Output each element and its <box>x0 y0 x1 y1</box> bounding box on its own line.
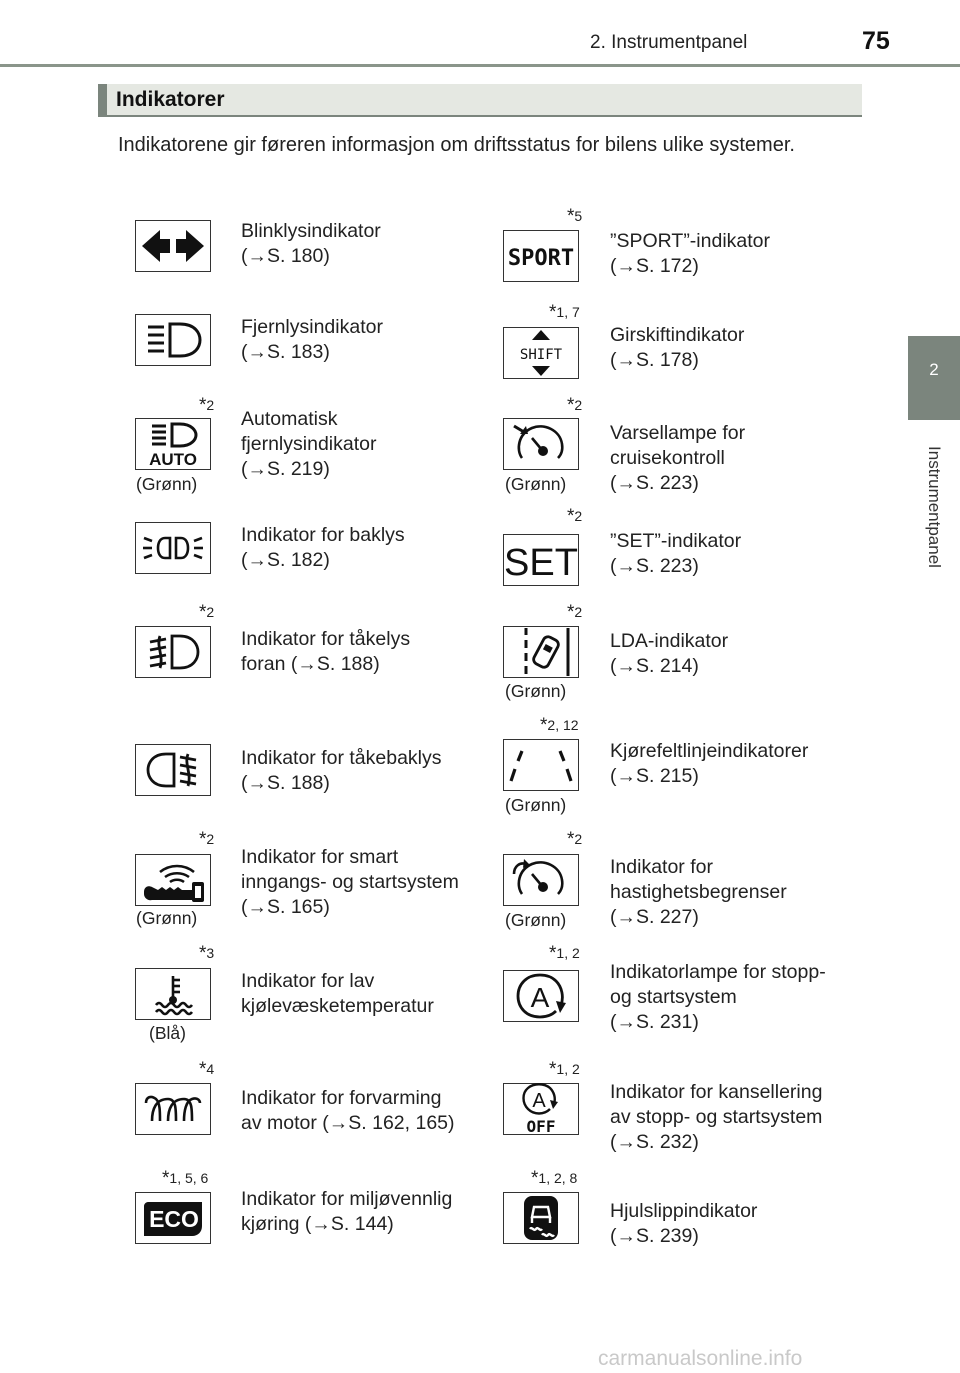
footnote-marker: *2 <box>199 602 215 623</box>
footnote-marker: *1, 2, 8 <box>531 1168 578 1189</box>
smart-key-icon <box>135 854 211 906</box>
footnote-marker: *3 <box>199 943 215 964</box>
footnote-marker: *2 <box>199 829 215 850</box>
svg-text:SET: SET <box>504 542 578 584</box>
eco-icon <box>135 1192 211 1244</box>
cruise-control-icon <box>503 418 579 470</box>
chapter-tab-label: Instrumentpanel <box>925 446 944 568</box>
speed-limiter-icon <box>503 854 579 906</box>
footnote-marker: *2 <box>199 395 215 416</box>
front-fog-icon <box>135 626 211 678</box>
desc-lda: LDA-indikator (→S. 214) <box>610 630 729 677</box>
desc-shift: Girskiftindikator (→S. 178) <box>610 324 745 371</box>
footnote-marker: *2 <box>567 506 583 527</box>
chapter-tab-number: 2 <box>929 360 939 379</box>
desc-high-beam: Fjernlysindikator (→S. 183) <box>241 316 383 363</box>
lane-lines-icon <box>503 739 579 791</box>
desc-slip-indicator: Hjulslippindikator (→S. 239) <box>610 1200 758 1247</box>
footnote-marker: *2 <box>567 395 583 416</box>
footnote-marker: *1, 5, 6 <box>162 1168 209 1189</box>
color-note: (Grønn) <box>505 681 567 701</box>
footnote-marker: *4 <box>199 1059 215 1080</box>
shift-icon <box>503 327 579 379</box>
desc-set: ”SET”-indikator (→S. 223) <box>610 530 742 577</box>
footnote-marker: *1, 2 <box>549 1059 580 1080</box>
header-rule <box>0 64 960 67</box>
tail-light-icon <box>135 522 211 574</box>
desc-cruise-control: Varsellampe for cruisekontroll (→S. 223) <box>610 422 746 494</box>
desc-eco: Indikator for miljøvennlig kjøring (→S. 144) <box>241 1188 453 1235</box>
svg-text:A: A <box>532 1090 546 1112</box>
sport-icon <box>503 230 579 282</box>
running-header: 2. Instrumentpanel <box>590 32 748 53</box>
watermark: carmanualsonline.info <box>598 1347 803 1370</box>
desc-smart-key: Indikator for smart inngangs- og startsystem (→S. 165) <box>241 846 459 918</box>
eco-label: ECO <box>149 1206 199 1232</box>
auto-label: AUTO <box>149 450 197 468</box>
svg-text:A: A <box>530 982 550 1013</box>
stop-start-icon <box>503 970 579 1022</box>
color-note: (Grønn) <box>505 910 567 930</box>
footnote-marker: *2, 12 <box>540 715 579 736</box>
desc-sport: ”SPORT”-indikator (→S. 172) <box>610 230 771 277</box>
footnote-marker: *2 <box>567 602 583 623</box>
lda-icon <box>503 626 579 678</box>
stop-start-off-icon <box>503 1083 579 1135</box>
desc-coolant-temp: Indikator for lav kjølevæsketemperatur <box>241 970 434 1017</box>
set-icon <box>503 534 579 586</box>
desc-rear-fog: Indikator for tåkebaklys (→S. 188) <box>241 747 442 794</box>
desc-auto-high-beam: Automatisk fjernlysindikator (→S. 219) <box>241 408 377 480</box>
intro-paragraph: Indikatorene gir føreren informasjon om driftsstatus for bilens ulike systemer. <box>118 134 795 156</box>
desc-glow-plug: Indikator for forvarming av motor (→S. 162, 165) <box>241 1087 455 1134</box>
svg-text:SPORT: SPORT <box>507 246 575 271</box>
high-beam-icon <box>135 314 211 366</box>
footnote-marker: *1, 7 <box>549 302 580 323</box>
footnote-marker: *5 <box>567 206 583 227</box>
section-title: Indikatorer <box>116 88 225 111</box>
desc-speed-limiter: Indikator for hastighetsbegrenser (→S. 227) <box>610 856 787 928</box>
color-note: (Grønn) <box>136 908 198 928</box>
auto-high-beam-icon <box>135 418 211 470</box>
glow-plug-icon <box>135 1083 211 1135</box>
desc-front-fog: Indikator for tåkelys foran (→S. 188) <box>241 628 411 675</box>
footnote-marker: *1, 2 <box>549 943 580 964</box>
svg-text:OFF: OFF <box>526 1117 556 1135</box>
rear-fog-icon <box>135 744 211 796</box>
color-note: (Grønn) <box>136 474 198 494</box>
desc-tail-light: Indikator for baklys (→S. 182) <box>241 524 405 571</box>
desc-turn-signal: Blinklysindikator (→S. 180) <box>241 220 381 267</box>
color-note: (Blå) <box>149 1023 186 1043</box>
desc-stop-start-off: Indikator for kansellering av stopp- og startsystem (→S. 232) <box>610 1081 823 1153</box>
desc-stop-start: Indikatorlampe for stopp- og startsystem (→S. 231) <box>610 961 826 1033</box>
desc-lane-lines: Kjørefeltlinjeindikatorer (→S. 215) <box>610 740 809 787</box>
coolant-temp-icon <box>135 968 211 1020</box>
color-note: (Grønn) <box>505 474 567 494</box>
turn-signal-icon <box>135 220 211 272</box>
color-note: (Grønn) <box>505 795 567 815</box>
page-number: 75 <box>862 27 890 55</box>
footnote-marker: *2 <box>567 829 583 850</box>
svg-text:SHIFT: SHIFT <box>519 347 563 363</box>
slip-indicator-icon <box>503 1192 579 1244</box>
